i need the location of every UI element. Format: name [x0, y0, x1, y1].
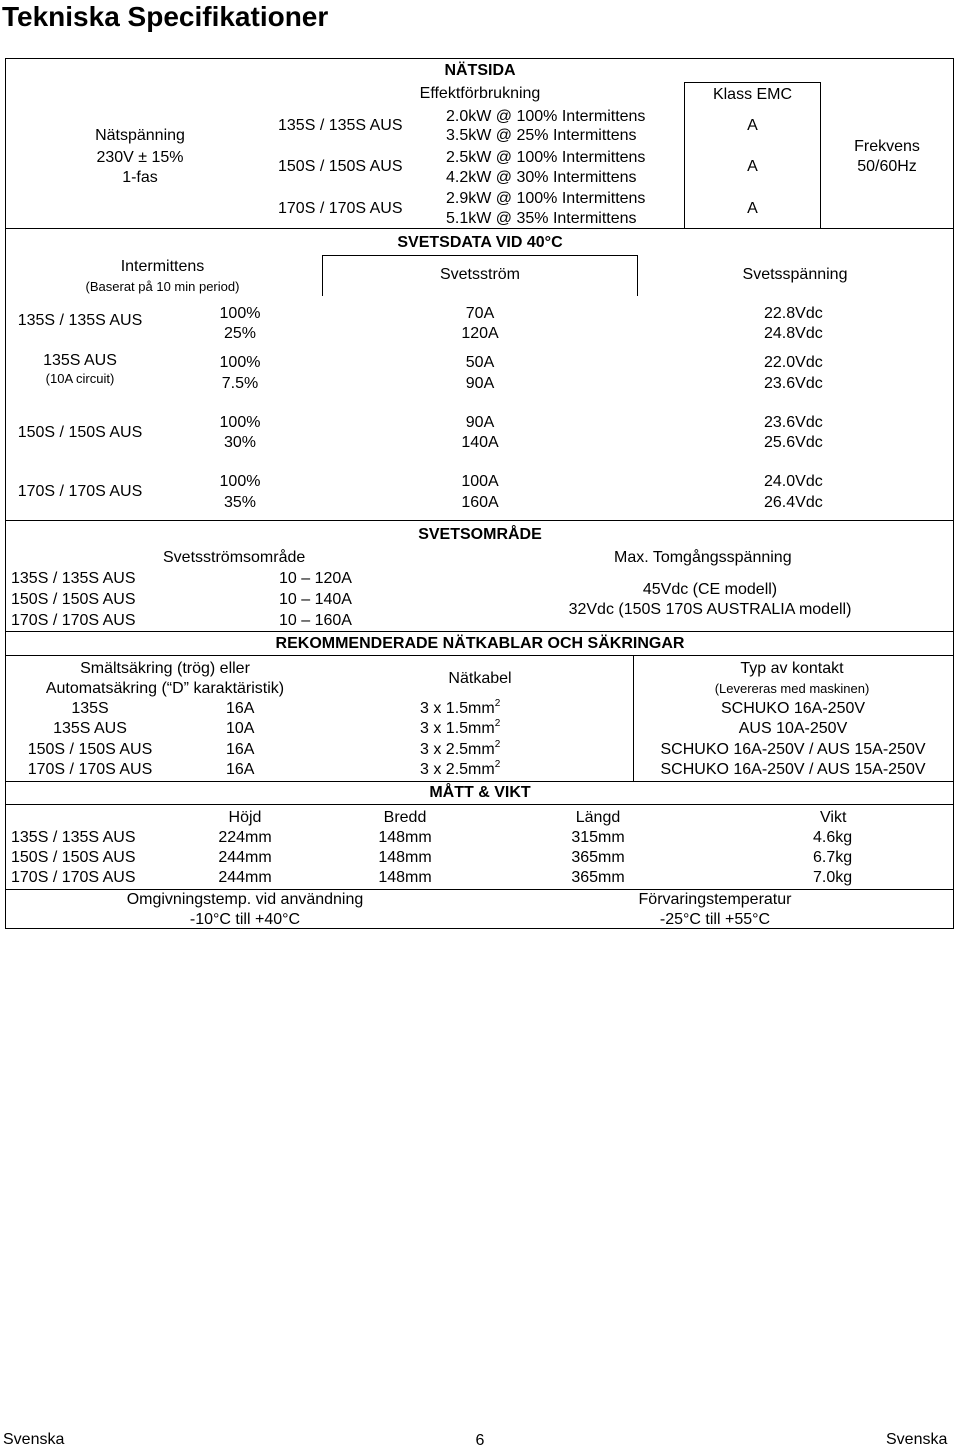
- intermittens-label: Intermittens: [120, 258, 205, 275]
- svetsdata-model: 135S AUS: [43, 352, 117, 369]
- dim-width: 148mm: [378, 849, 432, 866]
- weld-voltage: 23.6Vdc: [764, 414, 823, 431]
- weld-voltage: 24.0Vdc: [764, 473, 823, 490]
- natsida-power-line: 2.9kW @ 100% Intermittens: [446, 190, 646, 207]
- fuse-model: 135S: [71, 700, 109, 717]
- tomgang-value: 32Vdc (150S 170S AUSTRALIA modell): [568, 601, 852, 618]
- intermittens-note: (Baserat på 10 min period): [85, 279, 240, 294]
- matt-heading: MÅTT & VIKT: [429, 784, 531, 801]
- cable-size-value: 3 x 1.5mm: [420, 700, 495, 717]
- dim-height: 244mm: [218, 869, 272, 886]
- weld-voltage: 25.6Vdc: [764, 434, 823, 451]
- natsida-model-name: 170S / 170S AUS: [278, 200, 403, 217]
- weld-current: 140A: [461, 434, 499, 451]
- cable-size-exponent: 2: [494, 739, 501, 750]
- cable-size-exponent: 2: [494, 759, 501, 770]
- fuse-rating: 16A: [226, 761, 255, 778]
- natspanning-label: Nätspänning: [95, 127, 185, 144]
- range-value: 10 – 140A: [279, 591, 352, 608]
- svetsstrom-label: Svetsström: [439, 266, 520, 283]
- natsida-power-line: 5.1kW @ 35% Intermittens: [446, 210, 637, 227]
- range-value: 10 – 160A: [279, 612, 352, 629]
- dim-length: 315mm: [571, 829, 625, 846]
- weld-voltage: 26.4Vdc: [764, 494, 823, 511]
- duty-cycle: 100%: [219, 414, 261, 431]
- frekvens-value: 50/60Hz: [857, 158, 917, 175]
- vikt-label: Vikt: [820, 809, 847, 826]
- dim-length: 365mm: [571, 849, 625, 866]
- bredd-label: Bredd: [383, 809, 427, 826]
- plug-type: SCHUKO 16A-250V / AUS 15A-250V: [660, 761, 926, 778]
- plug-type: SCHUKO 16A-250V / AUS 15A-250V: [660, 741, 926, 758]
- dim-height: 224mm: [218, 829, 272, 846]
- duty-cycle: 25%: [223, 325, 257, 342]
- cable-size: [420, 760, 500, 780]
- duty-cycle: 7.5%: [221, 375, 259, 392]
- footer-language-left: Svenska: [3, 1431, 65, 1448]
- svetsdata-model: 150S / 150S AUS: [17, 424, 143, 441]
- page-number: 6: [475, 1432, 485, 1449]
- svetsspanning-label: Svetsspänning: [742, 266, 848, 283]
- weld-current: 90A: [465, 375, 495, 392]
- svetsomrade-heading: SVETSOMRÅDE: [418, 526, 542, 543]
- omgivning-label: Omgivningstemp. vid användning: [126, 891, 364, 908]
- duty-cycle: 100%: [219, 473, 261, 490]
- range-model: 135S / 135S AUS: [11, 570, 136, 587]
- sakring-label: Smältsäkring (trög) eller: [80, 660, 250, 677]
- range-model: 150S / 150S AUS: [11, 591, 136, 608]
- dim-width: 148mm: [378, 869, 432, 886]
- weld-current: 160A: [461, 494, 499, 511]
- frekvens-label: Frekvens: [854, 138, 920, 155]
- emc-class-value: A: [747, 158, 758, 175]
- natspanning-value: 230V ± 15%: [96, 149, 184, 166]
- emc-class-value: A: [747, 117, 758, 134]
- cable-size-exponent: 2: [494, 698, 501, 709]
- dim-model: 135S / 135S AUS: [11, 829, 136, 846]
- langd-label: Längd: [575, 809, 621, 826]
- plug-type: AUS 10A-250V: [738, 720, 848, 737]
- weld-voltage: 22.0Vdc: [764, 354, 823, 371]
- weld-current: 120A: [461, 325, 499, 342]
- klass-emc-label: Klass EMC: [712, 86, 793, 103]
- kontakt-label: Typ av kontakt: [740, 660, 844, 677]
- sakring-label: Automatsäkring (“D” karaktäristik): [45, 680, 285, 697]
- duty-cycle: 35%: [223, 494, 257, 511]
- page-title: Tekniska Specifikationer: [2, 1, 329, 32]
- range-label: Svetsströmsområde: [163, 549, 306, 566]
- cable-size: [420, 719, 500, 739]
- cable-size: [420, 740, 500, 760]
- cable-size-value: 3 x 2.5mm: [420, 741, 495, 758]
- fuse-rating: 10A: [226, 720, 255, 737]
- tomgang-value: 45Vdc (CE modell): [642, 581, 778, 598]
- fuse-rating: 16A: [226, 700, 255, 717]
- natsida-power-line: 4.2kW @ 30% Intermittens: [446, 169, 637, 186]
- dim-weight: 7.0kg: [813, 869, 853, 886]
- dim-weight: 6.7kg: [813, 849, 853, 866]
- natsida-model-name: 135S / 135S AUS: [278, 117, 403, 134]
- tomgang-label: Max. Tomgångsspänning: [614, 549, 792, 566]
- weld-voltage: 23.6Vdc: [764, 375, 823, 392]
- weld-current: 70A: [465, 305, 495, 322]
- range-value: 10 – 120A: [279, 570, 352, 587]
- effekt-label: Effektförbrukning: [419, 85, 541, 102]
- dim-length: 365mm: [571, 869, 625, 886]
- forvaring-label: Förvaringstemperatur: [638, 891, 792, 908]
- natsida-power-line: 3.5kW @ 25% Intermittens: [446, 127, 637, 144]
- hojd-label: Höjd: [228, 809, 262, 826]
- weld-voltage: 24.8Vdc: [764, 325, 823, 342]
- forvaring-value: -25°C till +55°C: [659, 911, 771, 928]
- duty-cycle: 100%: [219, 354, 261, 371]
- cable-size: [420, 699, 500, 719]
- dim-model: 150S / 150S AUS: [11, 849, 136, 866]
- natkablar-heading: REKOMMENDERADE NÄTKABLAR OCH SÄKRINGAR: [275, 635, 685, 652]
- range-model: 170S / 170S AUS: [11, 612, 136, 629]
- natkabel-label: Nätkabel: [448, 670, 512, 687]
- svetsdata-model-note: (10A circuit): [45, 371, 115, 386]
- kontakt-note: (Levereras med maskinen): [714, 681, 870, 696]
- natspanning-phase: 1-fas: [122, 169, 158, 186]
- omgivning-value: -10°C till +40°C: [189, 911, 301, 928]
- weld-voltage: 22.8Vdc: [764, 305, 823, 322]
- cable-size-value: 3 x 1.5mm: [420, 720, 495, 737]
- natsida-power-line: 2.5kW @ 100% Intermittens: [446, 149, 646, 166]
- natsida-power-line: 2.0kW @ 100% Intermittens: [446, 108, 646, 125]
- cable-size-value: 3 x 2.5mm: [420, 761, 495, 778]
- svetsdata-model: 170S / 170S AUS: [17, 483, 143, 500]
- plug-type: SCHUKO 16A-250V: [720, 700, 866, 717]
- fuse-rating: 16A: [226, 741, 255, 758]
- emc-class-value: A: [747, 200, 758, 217]
- dim-weight: 4.6kg: [813, 829, 853, 846]
- fuse-model: 135S AUS: [53, 720, 127, 737]
- dim-height: 244mm: [218, 849, 272, 866]
- weld-current: 90A: [465, 414, 495, 431]
- fuse-model: 170S / 170S AUS: [27, 761, 153, 778]
- weld-current: 50A: [465, 354, 495, 371]
- duty-cycle: 30%: [223, 434, 257, 451]
- svetsdata-heading: SVETSDATA VID 40°C: [397, 234, 563, 251]
- duty-cycle: 100%: [219, 305, 261, 322]
- fuse-model: 150S / 150S AUS: [27, 741, 153, 758]
- weld-current: 100A: [461, 473, 499, 490]
- dim-model: 170S / 170S AUS: [11, 869, 136, 886]
- natsida-heading: NÄTSIDA: [444, 62, 516, 79]
- footer-language-right: Svenska: [886, 1431, 948, 1448]
- cable-size-exponent: 2: [494, 718, 501, 729]
- svetsdata-model: 135S / 135S AUS: [17, 312, 143, 329]
- natsida-model-name: 150S / 150S AUS: [278, 158, 403, 175]
- dim-width: 148mm: [378, 829, 432, 846]
